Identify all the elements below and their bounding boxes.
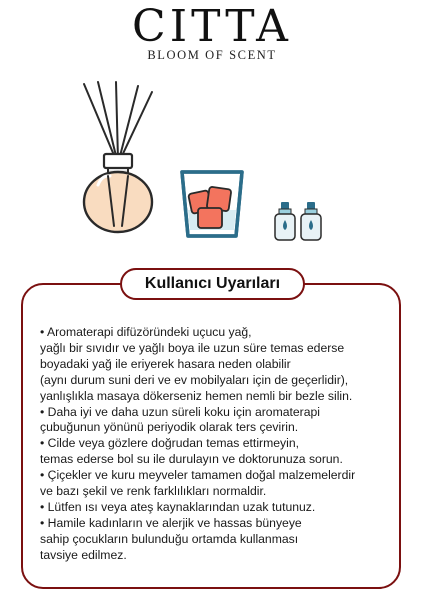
warning-line: (aynı durum suni deri ve ev mobilyaları için de geçerlidir), bbox=[40, 372, 349, 387]
warning-line: sahip çocukların bulunduğu ortamda kullanması bbox=[40, 531, 299, 546]
warning-line: ve bazı şekil ve renk farklılıkları normaldir. bbox=[40, 484, 267, 499]
oil-bottles-icon bbox=[272, 200, 324, 242]
warning-line: boyadaki yağ ile eriyerek hasara neden olabilir bbox=[40, 356, 291, 371]
brand-header bbox=[0, 2, 424, 63]
warnings-list bbox=[40, 325, 400, 564]
warnings-title: Kullanıcı Uyarıları bbox=[120, 268, 305, 300]
warning-line: yanlışlıkla masaya dökerseniz hemen nemli bir bezle silin. bbox=[40, 388, 353, 403]
warning-line: çubuğunun yönünü periyodik olarak ters çevirin. bbox=[40, 420, 299, 435]
brand-logo-text: CITTA bbox=[132, 1, 292, 52]
warning-line: • Daha iyi ve daha uzun süreli koku için aromaterapi bbox=[40, 404, 320, 419]
warning-line: yağlı bir sıvıdır ve yağlı boya ile uzun süre temas ederse bbox=[40, 340, 345, 355]
warning-line: • Çiçekler ve kuru meyveler tamamen doğal malzemelerdir bbox=[40, 468, 356, 483]
warning-line: tavsiye edilmez. bbox=[40, 547, 127, 562]
warning-line: • Hamile kadınların ve alerjik ve hassas bünyeye bbox=[40, 515, 302, 530]
brand-tagline: BLOOM OF SCENT bbox=[147, 48, 277, 62]
warning-line: • Aromaterapi difüzöründeki uçucu yağ, bbox=[40, 325, 252, 339]
warning-line: • Cilde veya gözlere doğrudan temas ettirmeyin, bbox=[40, 436, 299, 451]
warning-line: temas ederse bol su ile durulayın ve doktorunuza sorun. bbox=[40, 452, 343, 467]
illustration-row bbox=[0, 80, 424, 250]
warning-line: • Lütfen ısı veya ateş kaynaklarından uzak tutunuz. bbox=[40, 499, 316, 514]
reed-diffuser-icon bbox=[78, 80, 156, 240]
glass-with-ice-icon bbox=[178, 168, 246, 240]
